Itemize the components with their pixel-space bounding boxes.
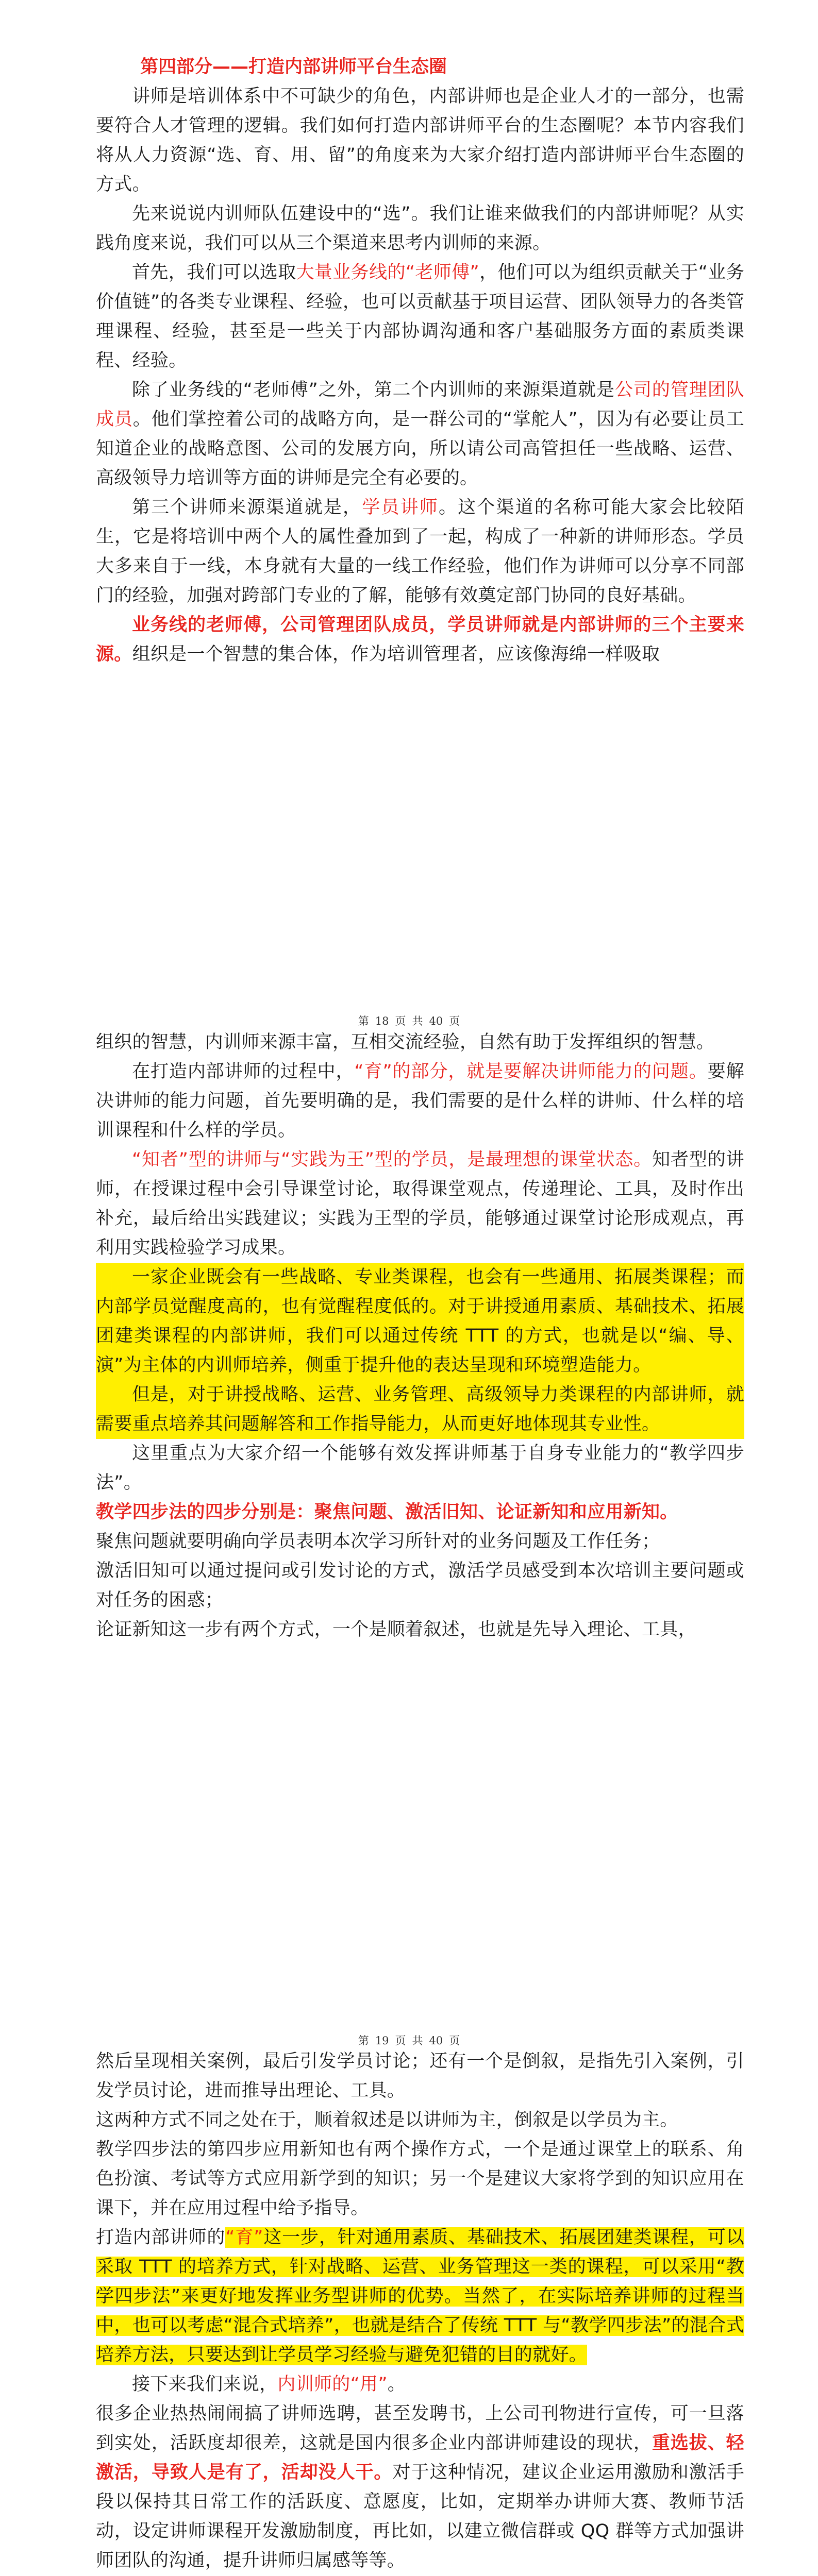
footer-text: 页	[395, 1015, 406, 1027]
highlight-red-text: “育”	[225, 2227, 263, 2248]
footer-text: 第	[358, 1015, 369, 1027]
total-pages: 40	[429, 1015, 443, 1027]
text-run: 很多企业热热闹闹搞了讲师选聘，甚至发聘书，上公司刊物进行宣传，可一旦落到实处，活跃度却很差，这就是国内很多企业内部讲师建设的现状，	[96, 2403, 744, 2453]
text-run: 除了业务线的“老师傅”之外，第二个内训师的来源渠道就是	[132, 380, 615, 400]
page-number: 19	[375, 2035, 389, 2047]
paragraph: 先来说说内训师队伍建设中的“选”。我们让谁来做我们的内部讲师呢？从实践角度来说，我们可以从三个渠道来思考内训师的来源。	[96, 204, 744, 253]
page-19	[0, 1028, 818, 2047]
footer-text: 页	[395, 2035, 406, 2047]
paragraph	[96, 493, 744, 611]
highlight-red-text: “知者”型的讲师与“实践为王”型的学员，是最理想的课堂状态。	[132, 1149, 653, 1170]
page-footer	[0, 2032, 818, 2048]
paragraph: 教学四步法的第四步应用新知也有两个操作方式，一个是通过课堂上的联系、角色扮演、考试等方式应用新学到的知识；另一个是建议大家将学到的知识应用在课下，并在应用过程中给予指导。	[96, 2139, 744, 2218]
paragraph: 这两种方式不同之处在于，顺着叙述是以讲师为主，倒叙是以学员为主。	[96, 2110, 678, 2130]
paragraph	[96, 376, 744, 493]
highlighted-paragraph: 一家企业既会有一些战略、专业类课程，也会有一些通用、拓展类课程；而内部学员觉醒度高的，也有觉醒程度低的。对于讲授通用素质、基础技术、拓展团建类课程的内部讲师，我们可以通过传统 TTT 的方式，也就是以“编、导、演”为主体的内训师培养，侧重于提升他的表达呈现和环境塑造能力。	[96, 1263, 744, 1380]
text-run: 。他们掌控着公司的战略方向，是一群公司的“掌舵人”，因为有必要让员工知道企业的战略意图、公司的发展方向，所以请公司高管担任一些战略、运营、高级领导力培训等方面的讲师是完全有必要的。	[96, 409, 744, 488]
paragraph	[96, 2399, 744, 2575]
page-18	[0, 0, 818, 1028]
highlight-red-text: 大量业务线的“老师傅”	[296, 262, 479, 283]
paragraph: 激活旧知可以通过提问或引发讨论的方式，激活学员感受到本次培训主要问题或对任务的困惑；	[96, 1561, 744, 1611]
paragraph: 然后呈现相关案例，最后引发学员讨论；还有一个是倒叙，是指先引入案例，引发学员讨论，进而推导出理论、工具。	[96, 2051, 744, 2101]
text-run: 对于这种情况，建议企业运用激励和激活手段以保持其日常工作的活跃度、意愿度，比如，定期举办讲师大赛、教师节活动，设定讲师课程开发激励制度，再比如，以建立微信群或 QQ 群等方式加强讲师团队的沟通，提升讲师归属感等等。	[96, 2462, 744, 2571]
paragraph: 论证新知这一步有两个方式，一个是顺着叙述，也就是先导入理论、工具，	[96, 1619, 696, 1640]
footer-text: 页	[449, 1015, 460, 1027]
paragraph	[96, 1057, 744, 1145]
text-run: 知者型的讲师，在授课过程中会引导课堂讨论，取得课堂观点，传递理论、工具，及时作出补充，最后给出实践建议；实践为王型的学员，能够通过课堂讨论形成观点，再利用实践检验学习成果。	[96, 1149, 744, 1258]
footer-text: 页	[449, 2035, 460, 2047]
text-run: 打造内部讲师的	[96, 2227, 226, 2248]
text-run: 首先，我们可以选取	[132, 262, 296, 283]
paragraph	[96, 2370, 744, 2399]
paragraph	[96, 2223, 744, 2370]
page-20	[0, 2047, 818, 2576]
paragraph	[96, 1145, 744, 1263]
text-run: 组织是一个智慧的集合体，作为培训管理者，应该像海绵一样吸取	[132, 644, 660, 665]
paragraph	[96, 611, 744, 669]
footer-text: 共	[412, 2035, 423, 2047]
text-run: 第三个讲师来源渠道就是，	[132, 497, 362, 518]
section-title: 第四部分——打造内部讲师平台生态圈	[140, 57, 447, 77]
paragraph: 这里重点为大家介绍一个能够有效发挥讲师基于自身专业能力的“教学四步法”。	[96, 1443, 744, 1493]
paragraph: 聚焦问题就要明确向学员表明本次学习所针对的业务问题及工作任务；	[96, 1531, 660, 1552]
page-number: 18	[375, 1015, 389, 1027]
total-pages: 40	[429, 2035, 443, 2047]
highlight-red-text: 内训师的“用”	[277, 2374, 388, 2395]
key-point-text: 业务线的老师傅，公司管理团队成员，学员讲师就是内部讲师的三个主要来源。	[96, 615, 744, 665]
paragraph: 组织的智慧，内训师来源丰富，互相交流经验，自然有助于发挥组织的智慧。	[96, 1032, 715, 1053]
highlight-red-text: 公司的管理团队成员	[96, 380, 744, 430]
text-run: 要解决讲师的能力问题，首先要明确的是，我们需要的是什么样的讲师、什么样的培训课程和什么样的学员。	[96, 1061, 744, 1141]
key-point-text: 重选拔、轻激活，导致人是有了，活却没人干。	[96, 2433, 744, 2483]
text-run: 。	[387, 2374, 406, 2395]
paragraph: 讲师是培训体系中不可缺少的角色，内部讲师也是企业人才的一部分，也需要符合人才管理的逻辑。我们如何打造内部讲师平台的生态圈呢？本节内容我们将从人力资源“选、育、用、留”的角度来为大家介绍打造内部讲师平台生态圈的方式。	[96, 86, 744, 195]
key-point-text: 教学四步法的四步分别是：聚焦问题、激活旧知、论证新知和应用新知。	[96, 1502, 678, 1522]
text-run: 在打造内部讲师的过程中，	[132, 1061, 355, 1082]
text-run: 接下来我们来说，	[132, 2374, 278, 2395]
text-run: 。这个渠道的名称可能大家会比较陌生，它是将培训中两个人的属性叠加到了一起，构成了一种新的讲师形态。学员大多来自于一线，本身就有大量的一线工作经验，他们作为讲师可以分享不同部门的经验，加强对跨部门专业的了解，能够有效奠定部门协同的良好基础。	[96, 497, 744, 606]
footer-text: 共	[412, 1015, 423, 1027]
highlighted-text: 这一步，针对通用素质、基础技术、拓展团建类课程，可以采取 TTT 的培养方式，针对战略、运营、业务管理这一类的课程，可以采用“教学四步法”来更好地发挥业务型讲师的优势。当然了，在实际培养讲师的过程当中，也可以考虑“混合式培养”，也就是结合了传统 TTT 与“教学四步法”的混合式培养方法，只要达到让学员学习经验与避免犯错的目的就好。	[96, 2227, 744, 2365]
highlighted-paragraph: 但是，对于讲授战略、运营、业务管理、高级领导力类课程的内部讲师，就需要重点培养其问题解答和工作指导能力，从而更好地体现其专业性。	[96, 1380, 744, 1439]
highlight-red-text: 学员讲师	[362, 497, 439, 518]
paragraph	[96, 258, 744, 376]
highlight-red-text: “育”的部分，就是要解决讲师能力的问题。	[354, 1061, 708, 1082]
text-run: ，他们可以为组织贡献关于“业务价值链”的各类专业课程、经验，也可以贡献基于项目运营、团队领导力的各类管理课程、经验，甚至是一些关于内部协调沟通和客户基础服务方面的素质类课程、经验。	[96, 262, 744, 371]
footer-text: 第	[358, 2035, 369, 2047]
page-footer	[0, 1013, 818, 1028]
